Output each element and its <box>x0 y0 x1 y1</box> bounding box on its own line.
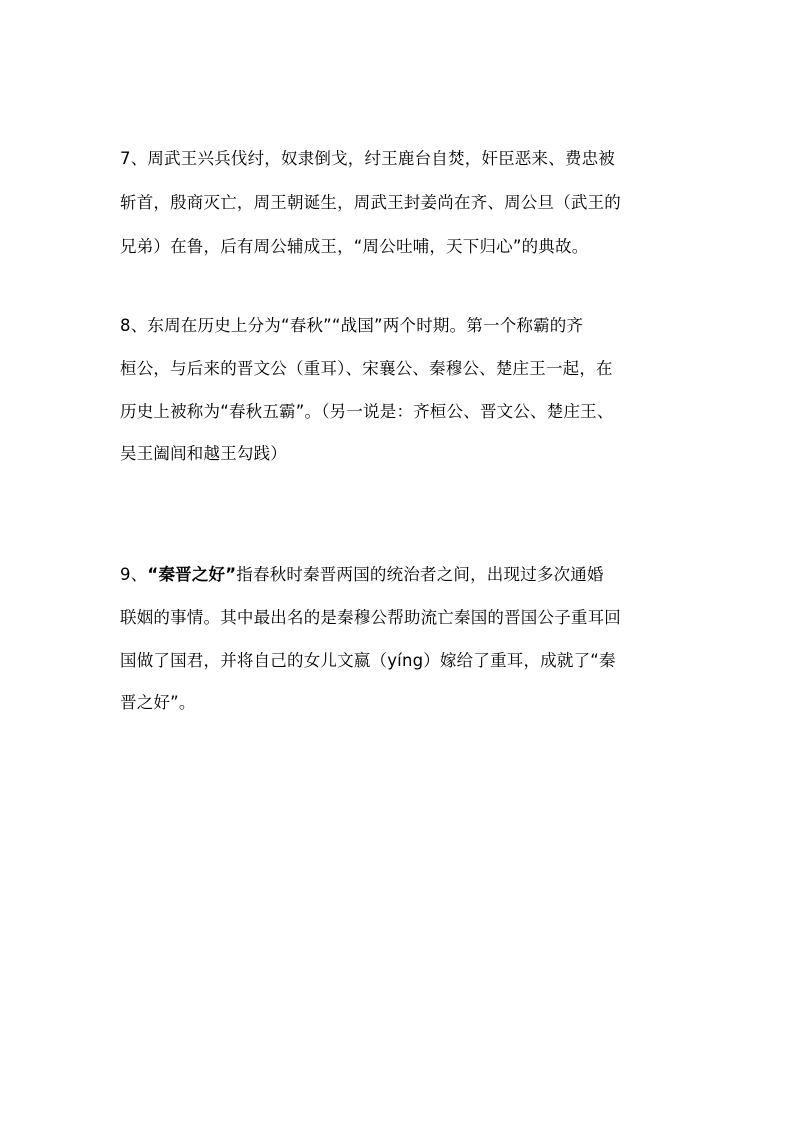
paragraph-line: 桓公，与后来的晋文公（重耳）、宋襄公、秦穆公、楚庄王一起，在 <box>120 359 613 378</box>
paragraph-line: 兄弟）在鲁，后有周公辅成王，“周公吐哺，天下归心”的典故。 <box>120 237 589 256</box>
paragraph-text: 指春秋时秦晋两国的统治者之间，出现过多次通婚 <box>236 565 604 584</box>
paragraph-line: 晋之好”。 <box>120 693 196 712</box>
paragraph-line: 8、东周在历史上分为“春秋”“战国”两个时期。第一个称霸的齐 <box>120 316 584 335</box>
paragraph-line: 国做了国君，并将自己的女儿文嬴（yíng）嫁给了重耳，成就了“秦 <box>120 651 616 670</box>
bold-term: “秦晋之好” <box>147 565 237 584</box>
paragraph-line: 历史上被称为“春秋五霸”。（另一说是：齐桓公、晋文公、楚庄王、 <box>120 402 614 421</box>
paragraph-line: 斩首，殷商灭亡，周王朝诞生，周武王封姜尚在齐、周公旦（武王的 <box>120 193 621 212</box>
paragraph-line: 7、周武王兴兵伐纣，奴隶倒戈，纣王鹿台自焚，奸臣恶来、费忠被 <box>120 149 615 168</box>
paragraph-number: 9、 <box>120 565 148 584</box>
paragraph-line: 吴王阖闾和越王勾践） <box>120 444 287 463</box>
paragraph-first-line <box>120 564 604 586</box>
paragraph-line: 联姻的事情。其中最出名的是秦穆公帮助流亡秦国的晋国公子重耳回 <box>120 608 621 627</box>
